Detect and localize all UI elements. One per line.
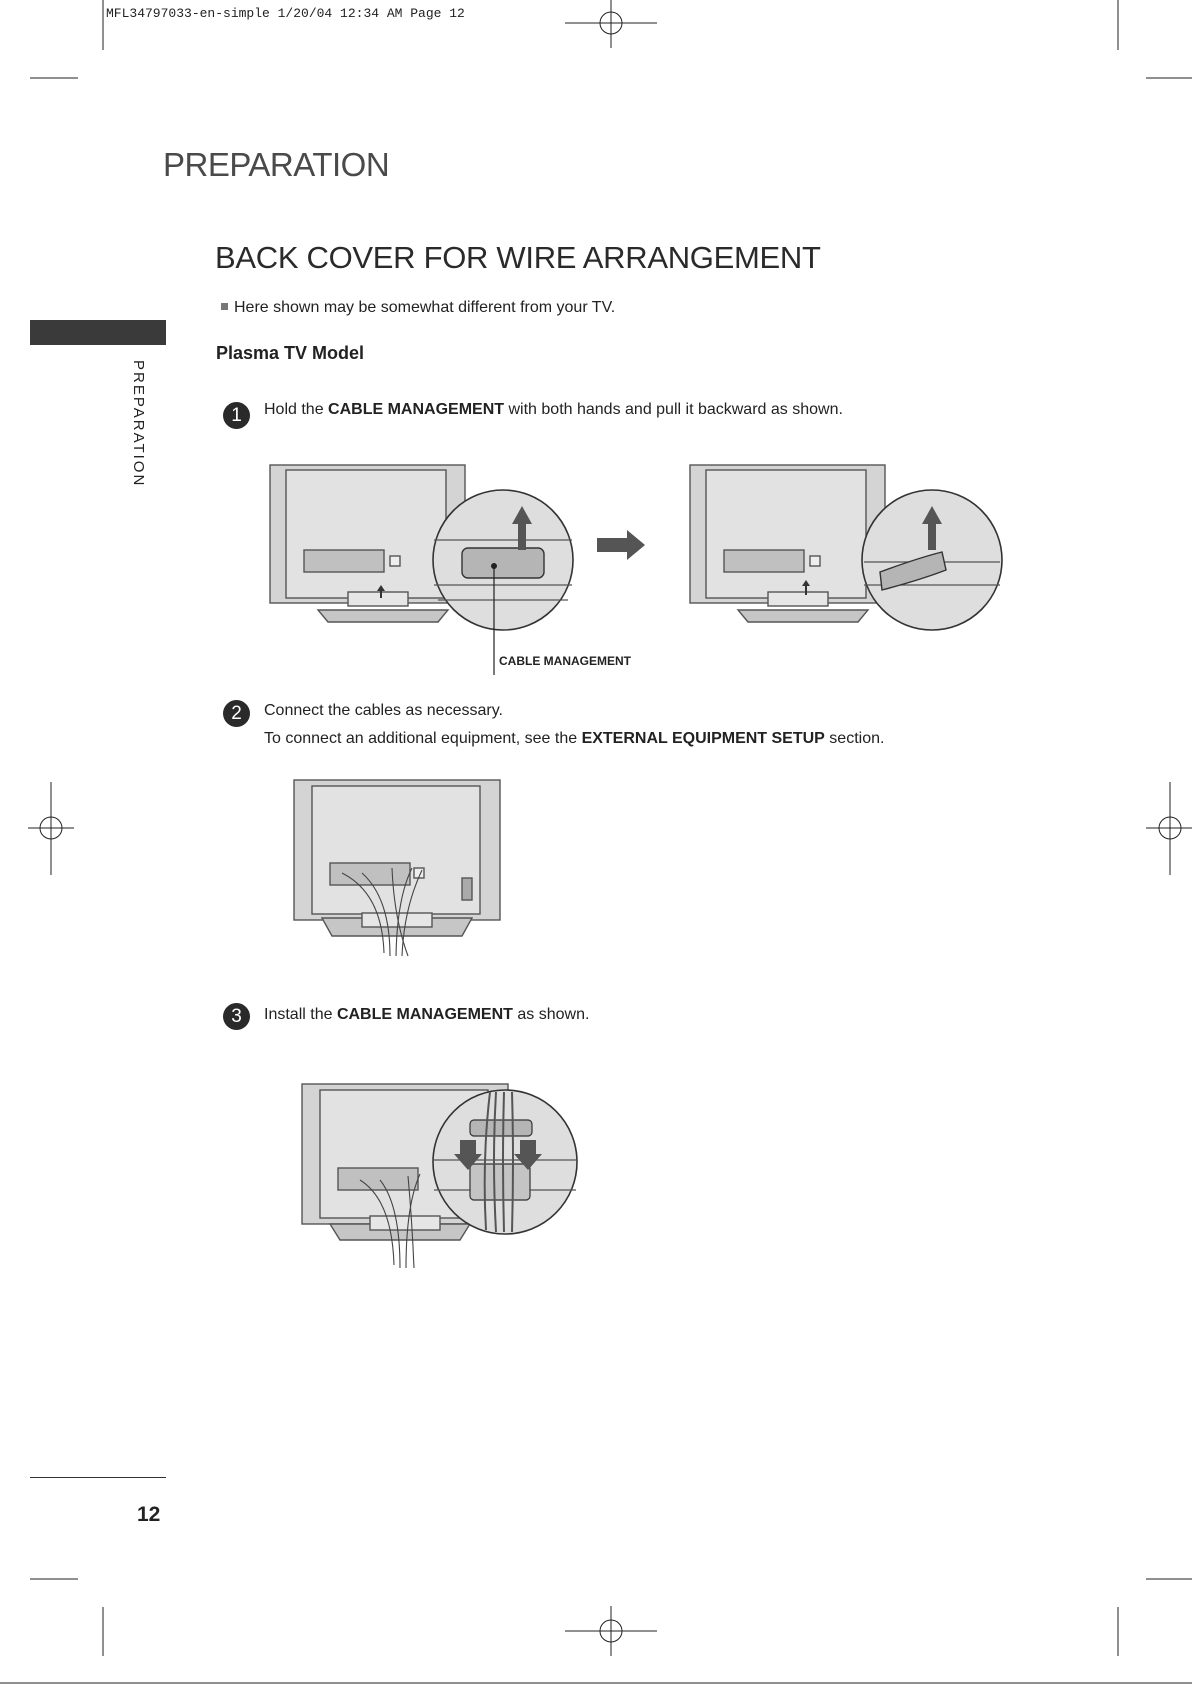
section-title: BACK COVER FOR WIRE ARRANGEMENT [215,240,821,275]
note-text: Here shown may be somewhat different from your TV. [234,299,616,316]
step-3-figure-install [300,1080,580,1270]
step-2-number: 2 [223,700,250,727]
step-2-line-1: Connect the cables as necessary. [264,702,503,719]
registration-mark-left [28,782,74,875]
page-number: 12 [137,1503,161,1526]
note [221,299,615,317]
step-1-figure-after [688,460,993,640]
subsection-title: Plasma TV Model [216,343,365,363]
footer-rule [30,1477,166,1478]
right-arrow-icon [597,530,647,560]
side-tab-bar [30,320,166,345]
step-1-text: Hold the CABLE MANAGEMENT with both hands and pull it backward as shown. [264,401,843,418]
step-1-figure-before [268,460,580,640]
step-1-number: 1 [223,402,250,429]
registration-mark-bottom [565,1606,657,1656]
registration-mark-right [1146,782,1192,875]
print-slug: MFL34797033-en-simple 1/20/04 12:34 AM Page 12 [106,6,465,21]
step-3-text: Install the CABLE MANAGEMENT as shown. [264,1006,590,1023]
chapter-title: PREPARATION [163,146,390,183]
cable-management-callout: CABLE MANAGEMENT [499,654,631,668]
side-tab-label: PREPARATION [130,360,147,488]
step-3-number: 3 [223,1003,250,1030]
step-2-line-2: To connect an additional equipment, see the EXTERNAL EQUIPMENT SETUP section. [264,730,885,747]
registration-mark-top [565,0,657,48]
bullet-square-icon [221,303,228,310]
step-2-figure-cables [292,778,502,956]
